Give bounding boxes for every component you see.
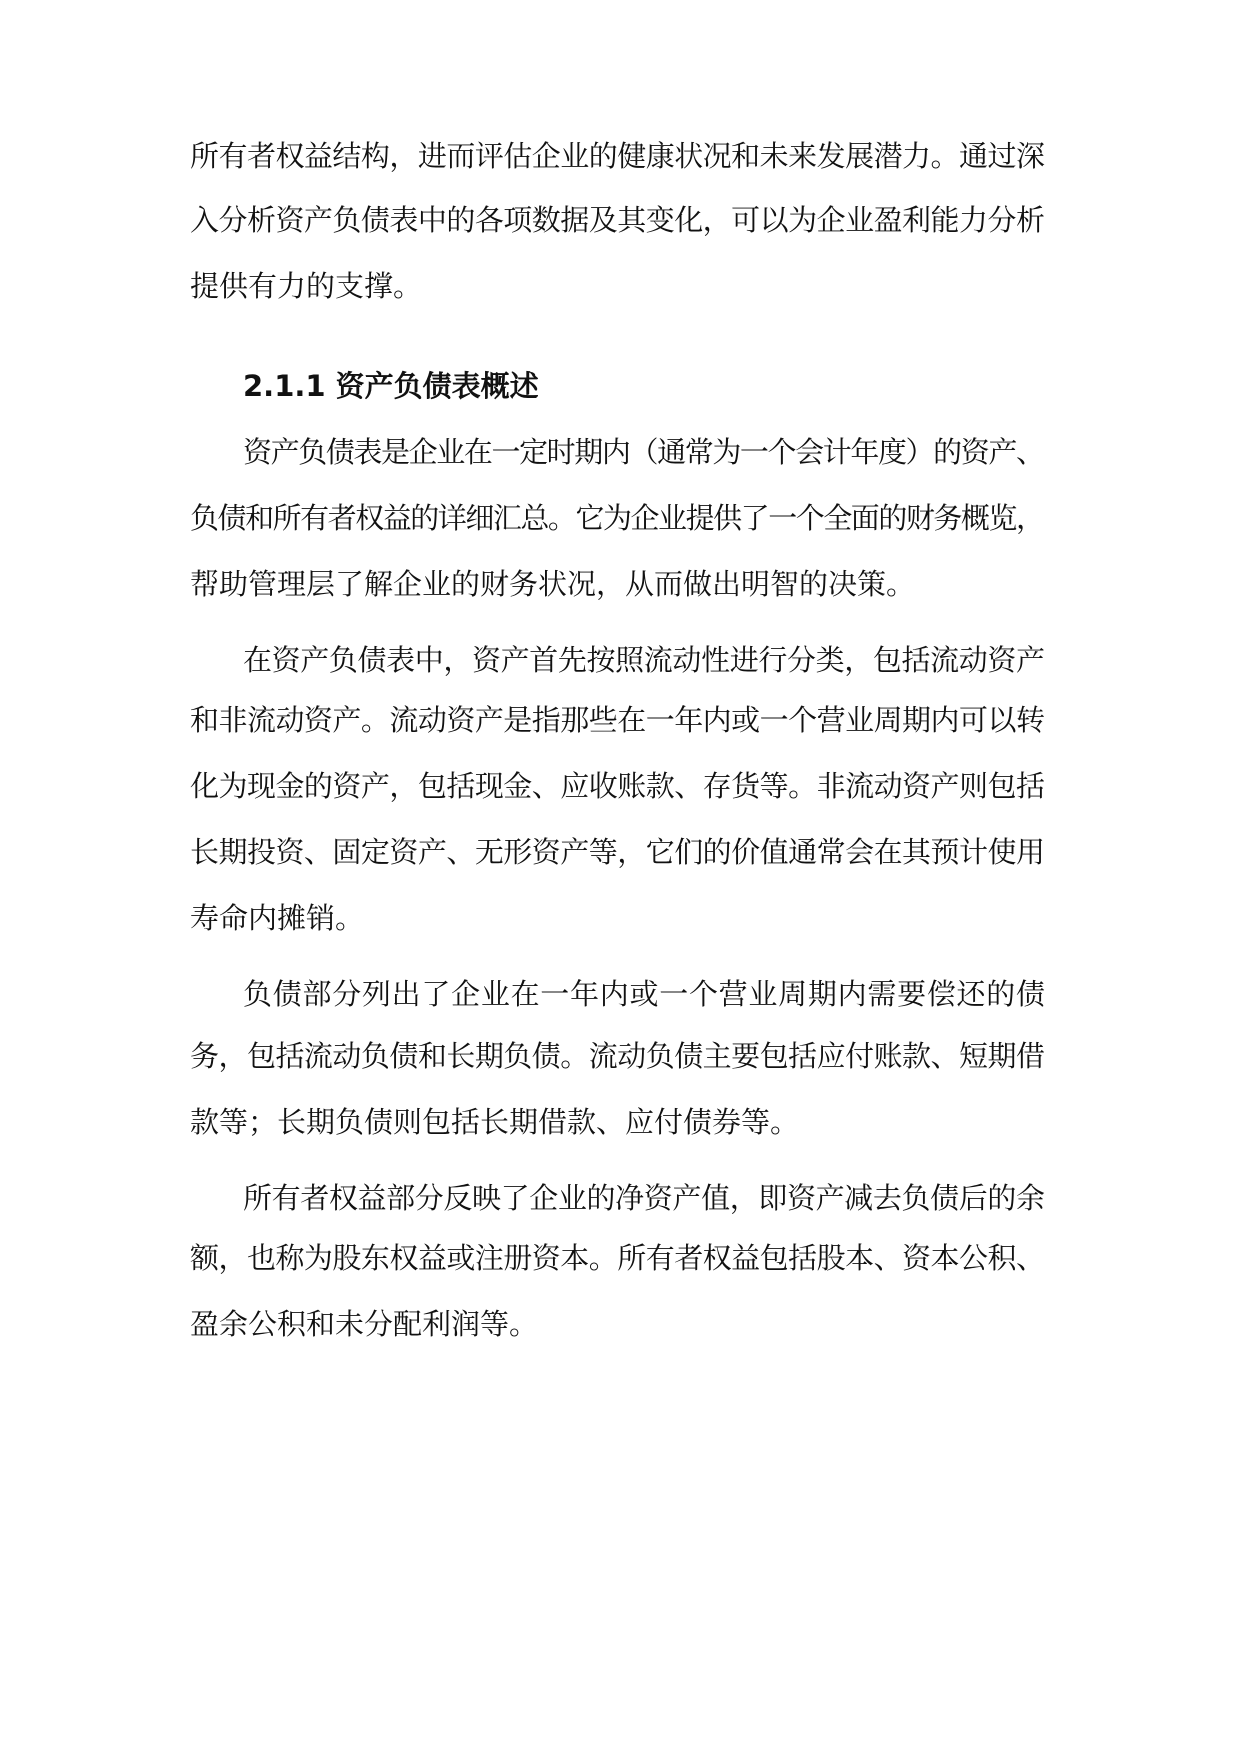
- paragraph-line: 所有者权益结构，进而评估企业的健康状况和未来发展潜力。通过深: [190, 139, 1045, 173]
- paragraph-line: 资产负债表是企业在一定时期内（通常为一个会计年度）的资产、: [243, 435, 1044, 469]
- paragraph-line: 化为现金的资产，包括现金、应收账款、存货等。非流动资产则包括: [190, 769, 1045, 803]
- paragraph-line: 负债部分列出了企业在一年内或一个营业周期内需要偿还的债: [243, 977, 1046, 1011]
- paragraph-line: 负债和所有者权益的详细汇总。它为企业提供了一个全面的财务概览，: [190, 501, 1044, 535]
- paragraph-line: 款等；长期负债则包括长期借款、应付债券等。: [190, 1105, 800, 1139]
- paragraph-line: 务，包括流动负债和长期负债。流动负债主要包括应付账款、短期借: [190, 1039, 1045, 1073]
- paragraph-line: 长期投资、固定资产、无形资产等，它们的价值通常会在其预计使用: [190, 835, 1045, 869]
- paragraph-line: 入分析资产负债表中的各项数据及其变化，可以为企业盈利能力分析: [190, 203, 1045, 237]
- paragraph-line: 盈余公积和未分配利润等。: [190, 1307, 539, 1341]
- paragraph-line: 额，也称为股东权益或注册资本。所有者权益包括股本、资本公积、: [190, 1241, 1045, 1275]
- paragraph-line: 和非流动资产。流动资产是指那些在一年内或一个营业周期内可以转: [190, 703, 1045, 737]
- paragraph-line: 帮助管理层了解企业的财务状况，从而做出明智的决策。: [190, 567, 916, 601]
- section-heading: 2.1.1 资产负债表概述: [243, 369, 539, 403]
- paragraph-line: 在资产负债表中，资产首先按照流动性进行分类，包括流动资产: [243, 643, 1045, 677]
- paragraph-line: 所有者权益部分反映了企业的净资产值，即资产减去负债后的余: [243, 1181, 1045, 1215]
- paragraph-line: 寿命内摊销。: [190, 901, 365, 935]
- paragraph-line: 提供有力的支撑。: [190, 269, 423, 303]
